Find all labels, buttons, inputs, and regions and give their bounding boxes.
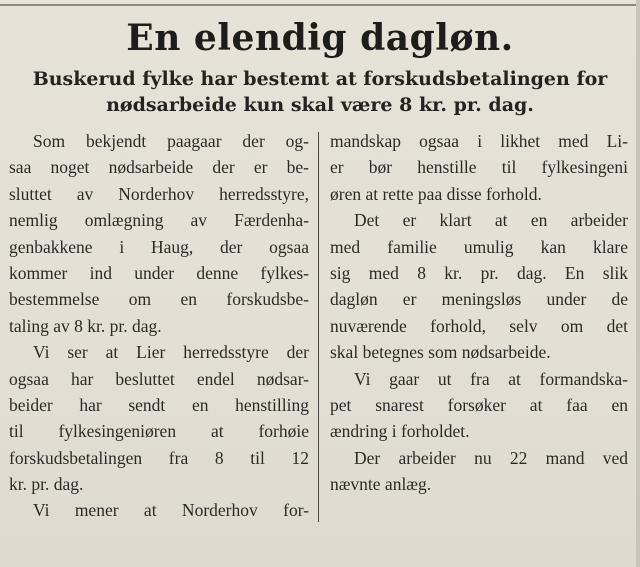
text-line: mandskap ogsaa i likhet med Li-: [330, 131, 628, 151]
text-line: saa noget nødsarbeide der er be-: [9, 157, 309, 178]
text-line: kr. pr. dag.: [9, 474, 84, 495]
text-line: Vi mener at Norderhov for-: [33, 500, 309, 521]
text-line: taling av 8 kr. pr. dag.: [9, 315, 162, 336]
article-column-right: [330, 128, 628, 497]
text-line: sig med 8 kr. pr. dag. En slik: [330, 262, 628, 283]
text-line: genbakkene i Haug, der ogsaa: [9, 236, 309, 257]
text-line: med familie umulig kan klare: [330, 236, 628, 257]
text-line: Det er klart at en arbeider: [354, 210, 628, 231]
text-line: Der arbeider nu 22 mand ved: [354, 447, 628, 468]
top-rule: [0, 4, 640, 6]
text-line: er bør henstille til fylkesingeni: [330, 157, 628, 178]
text-line: dagløn er meningsløs under de: [330, 289, 628, 310]
headline: En elendig dagløn.: [126, 17, 514, 59]
text-line: til fylkesingeniøren at forhøie: [9, 421, 309, 442]
text-line: kommer ind under denne fylkes-: [9, 262, 309, 283]
article-column-left: [9, 128, 309, 524]
text-line: Som bekjendt paagaar der og-: [33, 131, 309, 151]
text-line: skal betegnes som nødsarbeide.: [330, 342, 551, 363]
text-line: pet snarest forsøker at faa en: [330, 394, 628, 415]
text-line: sluttet av Norderhov herredsstyre,: [9, 183, 309, 204]
text-line: øren at rette paa disse forhold.: [330, 183, 542, 204]
text-line: Vi ser at Lier herredsstyre der: [33, 342, 309, 363]
text-line: nemlig omlægning av Færdenha-: [9, 210, 309, 231]
column-divider: [318, 132, 319, 522]
text-line: Vi gaar ut fra at formandska-: [354, 368, 628, 389]
subheadline-line-2: nødsarbeide kun skal være 8 kr. pr. dag.: [106, 94, 534, 116]
text-line: forskudsbetalingen fra 8 til 12: [9, 447, 309, 468]
text-line: nævnte anlæg.: [330, 474, 432, 495]
text-line: ogsaa har besluttet endel nødsar-: [9, 368, 309, 389]
text-line: ændring i forholdet.: [330, 421, 470, 442]
text-line: beider har sendt en henstilling: [9, 394, 309, 415]
subheadline-line-1: Buskerud fylke har bestemt at forskudsbetalingen for: [32, 68, 608, 90]
text-line: bestemmelse om en forskudsbe-: [9, 289, 309, 310]
text-line: nuværende forhold, selv om det: [330, 315, 628, 336]
